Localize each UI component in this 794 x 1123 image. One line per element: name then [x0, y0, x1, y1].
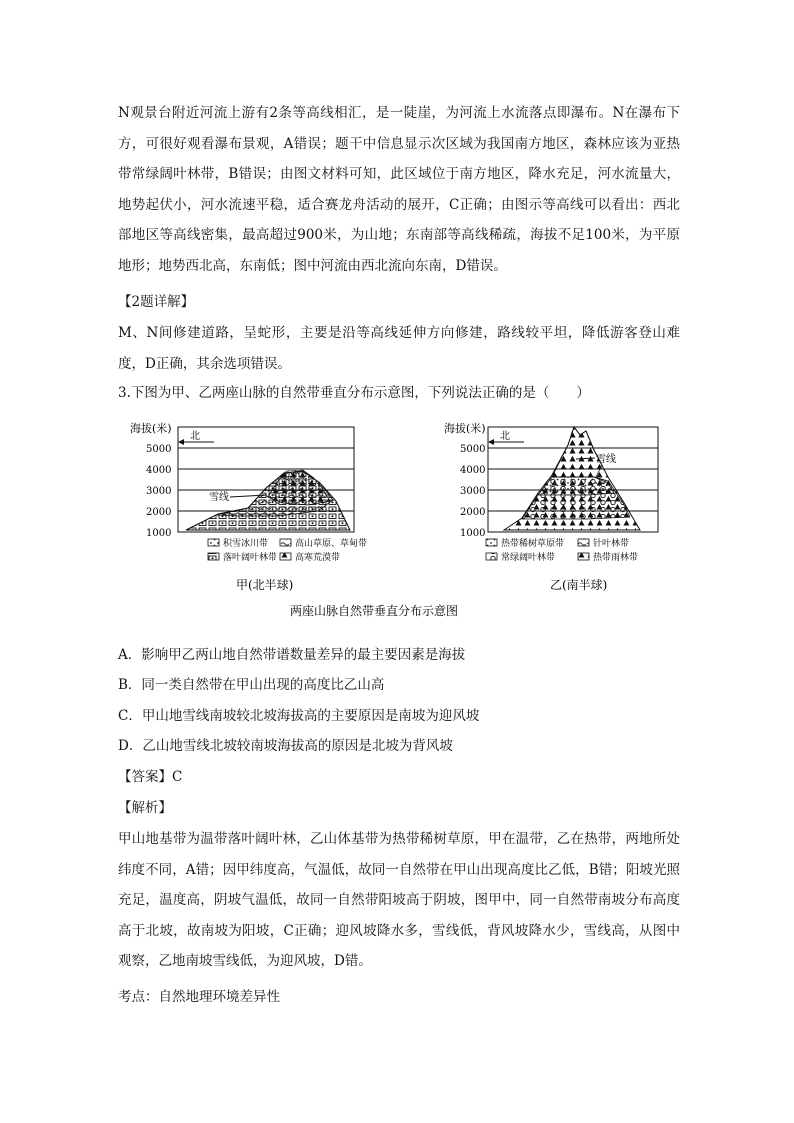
option-b: B．同一类自然带在甲山出现的高度比乙山高 — [118, 677, 385, 693]
left-snowline-label: 雪线 — [209, 492, 229, 503]
right-legend — [486, 537, 638, 563]
right-north-arrow — [488, 430, 524, 445]
right-chart — [444, 421, 658, 592]
right-ylabel: 海拔(米) — [444, 422, 486, 435]
left-tick-3000: 3000 — [146, 486, 172, 497]
right-legend-1: 热带稀树草原带 — [501, 539, 565, 549]
right-snowline-label: 雪线 — [596, 454, 616, 465]
left-legend-2: 高山草原、草甸带 — [295, 539, 368, 549]
left-legend-1: 积雪冰川带 — [223, 539, 269, 549]
vertical-zonation-figure — [118, 415, 678, 635]
right-legend-2: 针叶林带 — [593, 539, 630, 549]
kaodian-line: 考点：自然地理环境差异性 — [118, 989, 280, 1005]
left-legend-4: 高寒荒漠带 — [295, 553, 341, 563]
right-caption: 乙(南半球) — [550, 578, 608, 592]
left-north-arrow — [178, 430, 214, 445]
right-tick-2000: 2000 — [460, 507, 486, 518]
heading-question-2-detail: 【2题详解】 — [118, 294, 195, 310]
right-legend-3: 常绿阔叶林带 — [501, 553, 556, 563]
right-tick-4000: 4000 — [460, 465, 486, 476]
right-mountain — [504, 427, 640, 530]
right-tick-3000: 3000 — [460, 486, 486, 497]
left-legend-3: 落叶阔叶林带 — [223, 553, 278, 563]
left-north-label: 北 — [190, 431, 200, 442]
option-d: D．乙山地雪线北坡较南坡海拔高的原因是北坡为背风坡 — [118, 738, 453, 754]
right-tick-5000: 5000 — [460, 444, 486, 455]
right-north-label: 北 — [500, 431, 510, 442]
left-tick-1000: 1000 — [146, 528, 172, 539]
left-caption: 甲(北半球) — [236, 578, 294, 592]
figure-title: 两座山脉自然带垂直分布示意图 — [290, 604, 459, 618]
answer-line: 【答案】C — [118, 769, 183, 785]
left-tick-5000: 5000 — [146, 444, 172, 455]
question-3-stem: 3.下图为甲、乙两座山脉的自然带垂直分布示意图，下列说法正确的是（ ） — [118, 385, 590, 401]
right-legend-4: 热带雨林带 — [593, 553, 639, 563]
paragraph-2-explanation: M、N间修建道路，呈蛇形，主要是沿等高线延伸方向修建，路线较平坦，降低游客登山难度，D正确，其余选项错误。 — [118, 325, 680, 372]
right-tick-1000: 1000 — [460, 528, 486, 539]
left-legend — [208, 537, 367, 563]
analysis-paragraph: 甲山地基带为温带落叶阔叶林，乙山体基带为热带稀树草原，甲在温带，乙在热带，两地所处纬度不同，A错；因甲纬度高，气温低，故同一自然带在甲山出现高度比乙低，B错；阳坡光照充足，温度高，阴坡气温低，故同一自然带阳坡高于阴坡，图甲中，同一自然带南坡分布高度高于北坡，故南坡为阳坡，C正确；迎风坡降水多，雪线低，背风坡降水少，雪线高，从图中观察，乙地南坡雪线低，为迎风坡，D错。 — [118, 831, 680, 969]
left-tick-4000: 4000 — [146, 465, 172, 476]
paragraph-1-explanation: N观景台附近河流上游有2条等高线相汇，是一陡崖，为河流上水流落点即瀑布。N在瀑布下方，可很好观看瀑布景观，A错误；题干中信息显示次区域为我国南方地区，森林应该为亚热带常绿阔叶林带，B错误；由图文材料可知，此区域位于南方地区，降水充足，河水流量大，地势起伏小，河水流速平稳，适合赛龙舟活动的展开，C正确；由图示等高线可以看出：西北部地区等高线密集，最高超过900米，为山地；东南部等高线稀疏，海拔不足100米，为平原地形；地势西北高，东南低；图中河流由西北流向东南，D错误。 — [118, 105, 680, 274]
left-tick-2000: 2000 — [146, 507, 172, 518]
option-a: A．影响甲乙两山地自然带谱数量差异的最主要因素是海拔 — [118, 647, 466, 663]
analysis-heading: 【解析】 — [118, 800, 172, 816]
left-ylabel: 海拔(米) — [130, 422, 172, 435]
left-chart — [130, 421, 367, 592]
option-c: C．甲山地雪线南坡较北坡海拔高的主要原因是南坡为迎风坡 — [118, 708, 480, 724]
